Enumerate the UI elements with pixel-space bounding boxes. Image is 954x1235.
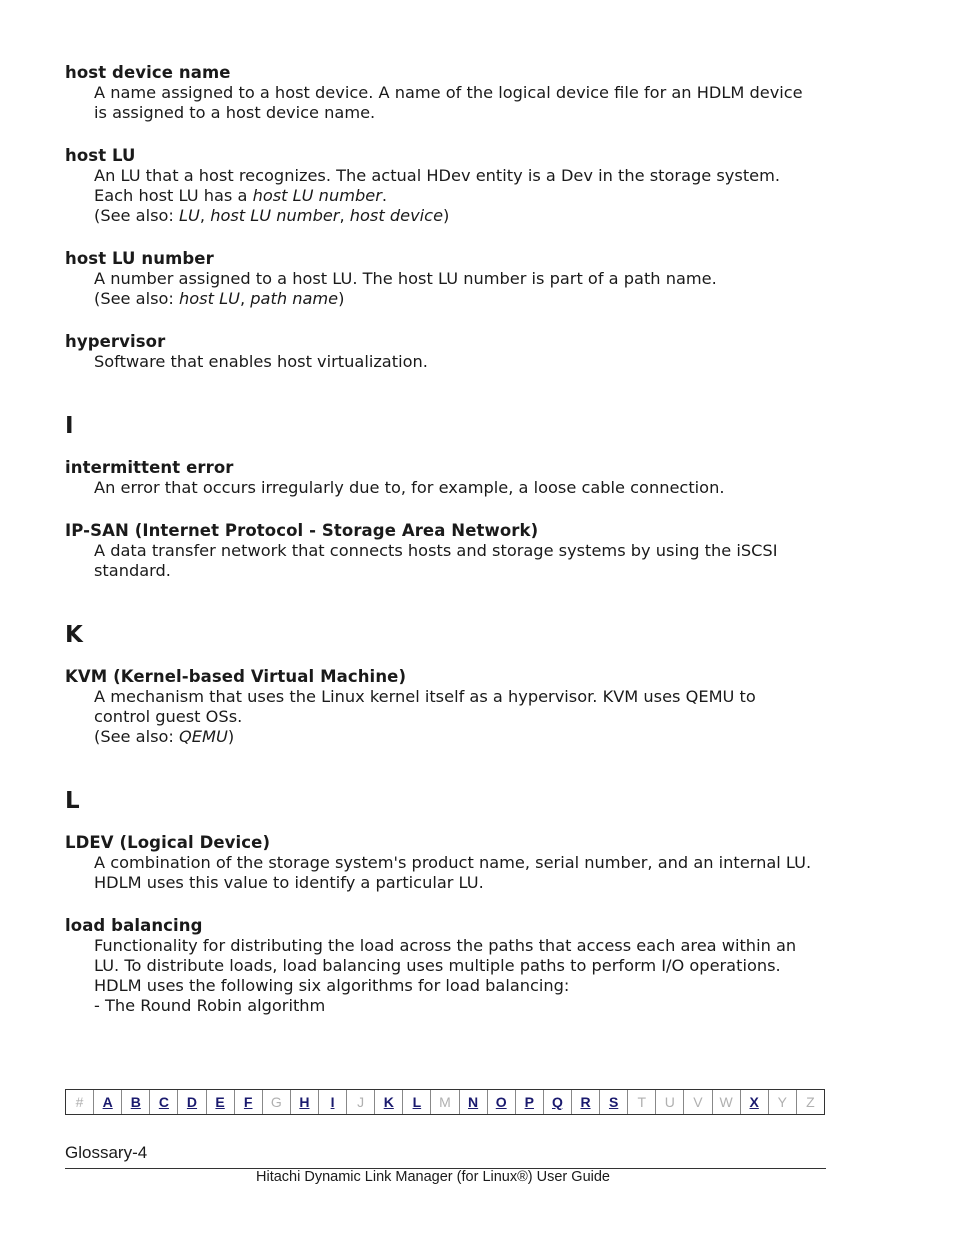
glossary-entry <box>65 146 835 226</box>
definition-text: (See also: <box>94 289 180 308</box>
definition-line <box>94 853 835 873</box>
definition-line <box>94 186 835 206</box>
definition-text: Each host LU has a <box>94 186 253 205</box>
glossary-definition <box>65 541 835 581</box>
definition-line <box>94 289 835 309</box>
definition-text: - The Round Robin algorithm <box>94 996 326 1015</box>
glossary-definition <box>65 687 835 747</box>
index-link-i[interactable]: I <box>319 1090 347 1114</box>
glossary-entry <box>65 458 835 498</box>
definition-text: is assigned to a host device name. <box>94 103 376 122</box>
definition-text: , <box>339 206 350 225</box>
definition-line <box>94 83 835 103</box>
index-link-hash: # <box>66 1090 94 1114</box>
section-heading-l: L <box>65 788 80 814</box>
definition-line <box>94 103 835 123</box>
definition-text: HDLM uses this value to identify a particular LU. <box>94 873 484 892</box>
definition-line <box>94 166 835 186</box>
definition-line <box>94 478 835 498</box>
glossary-definition <box>65 478 835 498</box>
definition-line <box>94 541 835 561</box>
definition-line <box>94 269 835 289</box>
definition-line <box>94 206 835 226</box>
index-link-j: J <box>347 1090 375 1114</box>
glossary-entry <box>65 332 835 372</box>
cross-reference: host LU number <box>210 206 340 225</box>
document-title: Hitachi Dynamic Link Manager (for Linux®) User Guide <box>256 1169 610 1185</box>
glossary-definition <box>65 83 835 123</box>
index-link-k[interactable]: K <box>375 1090 403 1114</box>
index-link-l[interactable]: L <box>403 1090 431 1114</box>
section-heading-k: K <box>65 622 83 648</box>
definition-text: control guest OSs. <box>94 707 243 726</box>
cross-reference: host LU number <box>252 186 382 205</box>
definition-text: LU. To distribute loads, load balancing uses multiple paths to perform I/O operations. <box>94 956 781 975</box>
definition-line <box>94 996 835 1016</box>
glossary-term: KVM (Kernel-based Virtual Machine) <box>65 667 407 686</box>
definition-text: (See also: <box>94 206 180 225</box>
index-link-x[interactable]: X <box>741 1090 769 1114</box>
definition-text: . <box>381 186 388 205</box>
glossary-term: hypervisor <box>65 332 166 351</box>
definition-text: A data transfer network that connects hosts and storage systems by using the iSCSI <box>94 541 778 560</box>
index-link-n[interactable]: N <box>460 1090 488 1114</box>
glossary-term: host LU number <box>65 249 214 268</box>
index-link-s[interactable]: S <box>600 1090 628 1114</box>
index-link-y: Y <box>769 1090 797 1114</box>
cross-reference: host LU <box>179 289 240 308</box>
index-link-u: U <box>656 1090 684 1114</box>
index-link-e[interactable]: E <box>207 1090 235 1114</box>
glossary-definition <box>65 269 835 309</box>
definition-text: An LU that a host recognizes. The actual HDev entity is a Dev in the storage system. <box>94 166 781 185</box>
glossary-definition <box>65 853 835 893</box>
definition-text: , <box>239 289 251 308</box>
cross-reference: LU <box>179 206 200 225</box>
section-heading-i: I <box>65 413 74 439</box>
glossary-entry <box>65 249 835 309</box>
glossary-entry <box>65 916 835 1016</box>
index-link-b[interactable]: B <box>122 1090 150 1114</box>
definition-text: , <box>199 206 211 225</box>
index-link-f[interactable]: F <box>235 1090 263 1114</box>
glossary-content <box>65 63 835 1039</box>
definition-line <box>94 956 835 976</box>
glossary-entry <box>65 833 835 893</box>
definition-line <box>94 707 835 727</box>
cross-reference: host device <box>349 206 444 225</box>
alphabet-index-nav <box>65 1089 825 1115</box>
index-link-h[interactable]: H <box>291 1090 319 1114</box>
definition-line <box>94 687 835 707</box>
index-link-a[interactable]: A <box>94 1090 122 1114</box>
index-link-v: V <box>684 1090 712 1114</box>
index-link-o[interactable]: O <box>488 1090 516 1114</box>
definition-text: ) <box>338 289 345 308</box>
index-link-m: M <box>431 1090 459 1114</box>
definition-text: Software that enables host virtualization. <box>94 352 428 371</box>
definition-text: A number assigned to a host LU. The host LU number is part of a path name. <box>94 269 717 288</box>
index-link-w: W <box>713 1090 741 1114</box>
definition-text: (See also: <box>94 727 180 746</box>
cross-reference: path name <box>250 289 339 308</box>
glossary-definition <box>65 352 835 372</box>
index-link-r[interactable]: R <box>572 1090 600 1114</box>
definition-line <box>94 936 835 956</box>
definition-text: Functionality for distributing the load across the paths that access each area within an <box>94 936 797 955</box>
index-link-q[interactable]: Q <box>544 1090 572 1114</box>
index-link-g: G <box>263 1090 291 1114</box>
page-number: Glossary-4 <box>65 1143 148 1162</box>
definition-text: A combination of the storage system's product name, serial number, and an internal LU. <box>94 853 812 872</box>
index-link-c[interactable]: C <box>150 1090 178 1114</box>
glossary-definition <box>65 936 835 1016</box>
definition-line <box>94 976 835 996</box>
definition-text: standard. <box>94 561 171 580</box>
glossary-entry <box>65 667 835 747</box>
glossary-definition <box>65 166 835 226</box>
definition-text: ) <box>443 206 450 225</box>
definition-text: An error that occurs irregularly due to, for example, a loose cable connection. <box>94 478 725 497</box>
glossary-entry <box>65 521 835 581</box>
definition-text: HDLM uses the following six algorithms for load balancing: <box>94 976 570 995</box>
index-link-z: Z <box>806 1094 815 1110</box>
definition-text: A name assigned to a host device. A name of the logical device file for an HDLM device <box>94 83 803 102</box>
definition-text: A mechanism that uses the Linux kernel itself as a hypervisor. KVM uses QEMU to <box>94 687 756 706</box>
glossary-term: IP-SAN (Internet Protocol - Storage Area Network) <box>65 521 539 540</box>
definition-line <box>94 873 835 893</box>
definition-line <box>94 561 835 581</box>
glossary-term: load balancing <box>65 916 203 935</box>
index-link-p[interactable]: P <box>516 1090 544 1114</box>
index-link-d[interactable]: D <box>178 1090 206 1114</box>
cross-reference: QEMU <box>179 727 228 746</box>
definition-line <box>94 352 835 372</box>
glossary-term: intermittent error <box>65 458 234 477</box>
index-link-t: T <box>628 1090 656 1114</box>
glossary-term: host device name <box>65 63 231 82</box>
glossary-term: host LU <box>65 146 136 165</box>
definition-line <box>94 727 835 747</box>
glossary-term: LDEV (Logical Device) <box>65 833 271 852</box>
definition-text: ) <box>227 727 235 746</box>
glossary-entry <box>65 63 835 123</box>
